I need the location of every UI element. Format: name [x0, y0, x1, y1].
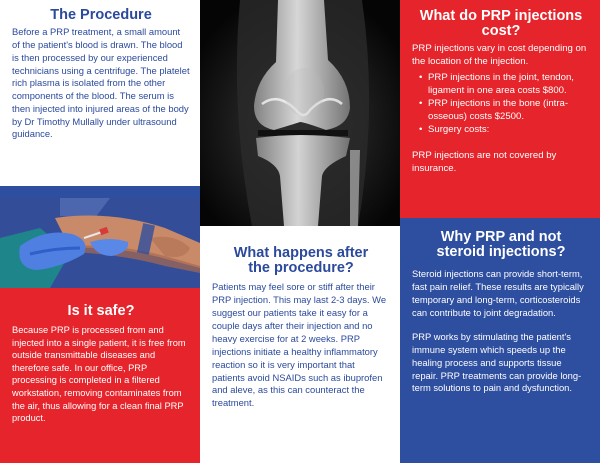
knee-xray-illustration	[200, 0, 400, 226]
aftercare-title	[212, 246, 390, 276]
why-prp-title-line2: steroid injections?	[436, 244, 566, 261]
insurance-note: PRP injections are not covered by insurance.	[412, 150, 557, 175]
procedure-title: The Procedure	[50, 7, 152, 23]
prp-benefit-paragraph: PRP works by stimulating the patient's immune system which speeds up the healing process and supports tissue repair. PRP treatments can provide long-term solutions to pain and dysfunction.	[412, 330, 582, 394]
safety-title: Is it safe?	[67, 303, 135, 319]
cost-intro: PRP injections vary in cost depending on the location of the injection.	[412, 43, 587, 68]
cost-panel	[400, 0, 600, 218]
safety-body: Because PRP is processed from and injected into a single patient, it is free from outside transmittable diseases and therefore safe. In our office, PRP processing is completed in a filtered workstation, removing contaminates from the air, thus allowing for a clean final PRP product.	[12, 325, 186, 424]
why-prp-title-line1: Why PRP and not	[440, 229, 562, 245]
procedure-panel	[0, 0, 200, 186]
safety-panel	[0, 288, 200, 463]
cost-title-line2: cost?	[481, 23, 521, 40]
cost-list	[412, 72, 590, 136]
aftercare-panel	[200, 226, 400, 463]
cost-item-joint: • PRP injections in the joint, tendon, ligament in one area costs $800.	[428, 72, 590, 98]
cost-item-bone: • PRP injections in the bone (intra-osseous) costs $2500.	[428, 98, 590, 124]
cost-title	[412, 9, 590, 39]
aftercare-body: Patients may feel sore or stiff after their PRP injection. This may last 2-3 days. We suggest our patients take it easy for a couple days after their injection and no heavy exercise for at 2 weeks. PRP injections initiate a healthy inflammatory reaction so it is very important that patients avoid NSAIDs such as ibuprofen and aleve, as this can counteract the treatment.	[212, 281, 387, 409]
procedure-body: Before a PRP treatment, a small amount of the patient's blood is drawn. The blood is then processed by our experienced technicians using a centrifuge. The platelet rich plasma is isolated from the other components of the blood. The serum is then injected into injured areas of the body by Dr Timothy Mullally under ultrasound guidance.	[12, 26, 190, 140]
blood-draw-illustration	[0, 198, 200, 288]
steroid-paragraph: Steroid injections can provide short-term, fast pain relief. These results are typically temporary and long-term, corticosteroids can contribute to joint degradation.	[412, 268, 584, 319]
blue-divider-strip	[0, 186, 200, 198]
blood-draw-photo	[0, 198, 200, 288]
why-prp-panel	[400, 218, 600, 463]
aftercare-title-line2: the procedure?	[248, 260, 354, 277]
knee-xray-image	[200, 0, 400, 226]
cost-title-line1: What do PRP injections	[419, 8, 583, 24]
aftercare-title-line1: What happens after	[233, 245, 369, 261]
why-prp-title	[412, 230, 590, 260]
cost-item-surgery: • Surgery costs:	[428, 124, 590, 137]
